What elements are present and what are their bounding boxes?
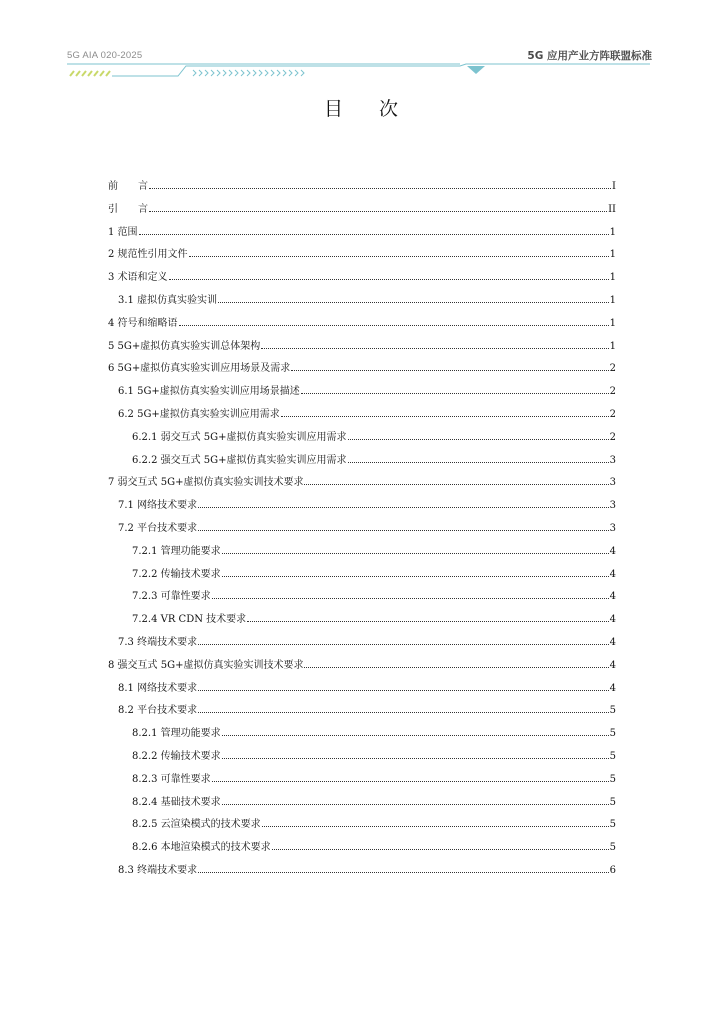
toc-leader-dots — [304, 667, 608, 668]
toc-entry-label: 7.3 终端技术要求 — [118, 637, 198, 648]
toc-entry-page: 1 — [609, 249, 616, 261]
toc-entry[interactable] — [108, 588, 616, 602]
toc-entry[interactable] — [108, 497, 616, 511]
toc-entry[interactable] — [108, 246, 616, 260]
toc-entry-label: 3.1 虚拟仿真实验实训 — [118, 295, 218, 306]
toc-entry-page: 6 — [609, 865, 616, 876]
toc-entry-label: 8 强交互式 5G+虚拟仿真实验实训技术要求 — [108, 659, 304, 671]
toc-entry-page: 5 — [609, 751, 616, 762]
toc-entry-label: 前 言 — [108, 181, 148, 192]
toc-entry-label: 4 符号和缩略语 — [108, 317, 178, 329]
toc-leader-dots — [198, 507, 609, 508]
toc-entry[interactable] — [108, 771, 616, 785]
toc-leader-dots — [247, 621, 608, 622]
toc-entry-label: 7.2.3 可靠性要求 — [132, 591, 211, 603]
toc-entry[interactable] — [108, 224, 616, 238]
toc-entry[interactable] — [108, 816, 616, 830]
toc-entry-page: 1 — [609, 226, 616, 238]
toc-entry-label: 8.1 网络技术要求 — [118, 682, 198, 694]
toc-entry[interactable] — [108, 794, 616, 808]
toc-leader-dots — [262, 826, 609, 827]
toc-entry[interactable] — [108, 680, 616, 694]
toc-leader-dots — [212, 598, 609, 599]
toc-entry-page: 3 — [609, 477, 616, 489]
toc-entry[interactable] — [108, 292, 616, 306]
toc-leader-dots — [304, 484, 608, 485]
toc-leader-dots — [179, 325, 609, 326]
toc-entry[interactable] — [108, 611, 616, 625]
toc-leader-dots — [218, 302, 609, 303]
toc-entry-label: 2 规范性引用文件 — [108, 249, 188, 261]
toc-entry-label: 8.2 平台技术要求 — [118, 705, 198, 717]
toc-entry[interactable] — [108, 839, 616, 853]
toc-entry[interactable] — [108, 338, 616, 352]
toc-entry-page: 4 — [609, 568, 616, 580]
toc-entry-label: 1 范围 — [108, 226, 138, 238]
toc-leader-dots — [301, 393, 609, 394]
toc-leader-dots — [281, 416, 609, 417]
toc-entry-page: 3 — [609, 523, 616, 534]
toc-entry-page: 4 — [609, 614, 616, 626]
toc-leader-dots — [149, 211, 607, 212]
organization-name: 5G 应用产业方阵联盟标准 — [527, 50, 652, 62]
toc-entry-page: 5 — [609, 773, 616, 785]
toc-entry-label: 6 5G+虚拟仿真实验实训应用场景及需求 — [108, 363, 291, 375]
toc-entry-page: 3 — [609, 500, 616, 512]
toc-leader-dots — [198, 872, 609, 873]
toc-entry-label: 6.1 5G+虚拟仿真实验实训应用场景描述 — [118, 386, 300, 398]
document-code: 5G AIA 020-2025 — [67, 50, 143, 61]
toc-leader-dots — [149, 188, 611, 189]
toc-entry-page: 1 — [609, 317, 616, 329]
toc-entry[interactable] — [108, 406, 616, 420]
toc-entry[interactable] — [108, 474, 616, 488]
toc-entry[interactable] — [108, 657, 616, 671]
toc-leader-dots — [222, 758, 609, 759]
toc-entry-page: 5 — [609, 728, 616, 740]
toc-entry-page: 4 — [609, 659, 616, 671]
toc-leader-dots — [212, 781, 609, 782]
toc-entry[interactable] — [108, 383, 616, 397]
toc-entry-page: 4 — [609, 637, 616, 648]
toc-entry[interactable] — [108, 452, 616, 466]
toc-entry[interactable] — [108, 360, 616, 374]
header-decoration — [0, 60, 724, 82]
toc-entry[interactable] — [108, 429, 616, 443]
toc-entry-page: 2 — [609, 363, 616, 375]
toc-leader-dots — [222, 576, 609, 577]
toc-leader-dots — [198, 712, 609, 713]
toc-entry-page: 4 — [609, 682, 616, 694]
toc-leader-dots — [198, 644, 609, 645]
toc-entry[interactable] — [108, 725, 616, 739]
toc-entry-page: 5 — [609, 842, 616, 854]
toc-entry[interactable] — [108, 862, 616, 876]
toc-entry[interactable] — [108, 178, 616, 192]
toc-leader-dots — [291, 370, 608, 371]
toc-entry-page: 5 — [609, 705, 616, 717]
toc-entry-page: 1 — [609, 295, 616, 306]
toc-entry-label: 7.1 网络技术要求 — [118, 500, 198, 512]
toc-entry-label: 7.2.2 传输技术要求 — [132, 568, 221, 580]
toc-leader-dots — [261, 348, 608, 349]
toc-entry[interactable] — [108, 201, 616, 215]
toc-entry-label: 8.2.4 基础技术要求 — [132, 796, 221, 808]
title-char-1: 目 — [323, 98, 345, 120]
toc-leader-dots — [198, 530, 609, 531]
toc-entry[interactable] — [108, 748, 616, 762]
toc-entry-label: 7.2 平台技术要求 — [118, 523, 198, 534]
toc-entry-page: 1 — [609, 272, 616, 284]
toc-entry-page: I — [612, 181, 616, 192]
toc-entry[interactable] — [108, 543, 616, 557]
toc-entry-page: 4 — [609, 591, 616, 603]
toc-entry-page: 3 — [609, 454, 616, 466]
toc-entry-label: 3 术语和定义 — [108, 272, 168, 284]
toc-leader-dots — [222, 804, 609, 805]
toc-entry-label: 8.2.3 可靠性要求 — [132, 773, 211, 785]
toc-leader-dots — [189, 256, 609, 257]
toc-entry-label: 8.2.2 传输技术要求 — [132, 751, 221, 762]
toc-entry[interactable] — [108, 566, 616, 580]
toc-entry-label: 8.2.6 本地渲染模式的技术要求 — [132, 842, 271, 854]
toc-entry[interactable] — [108, 520, 616, 534]
toc-leader-dots — [222, 735, 609, 736]
toc-leader-dots — [348, 462, 609, 463]
triangle-decoration — [467, 66, 485, 74]
toc-entry-page: II — [608, 203, 616, 215]
toc-leader-dots — [272, 849, 609, 850]
toc-leader-dots — [198, 690, 609, 691]
toc-leader-dots — [169, 279, 609, 280]
toc-entry-label: 7.2.4 VR CDN 技术要求 — [132, 614, 247, 626]
toc-entry-label: 8.3 终端技术要求 — [118, 865, 198, 876]
stripes-decoration — [70, 71, 110, 76]
toc-entry[interactable] — [108, 702, 616, 716]
toc-entry-page: 4 — [609, 545, 616, 557]
toc-leader-dots — [139, 234, 609, 235]
toc-entry-label: 5 5G+虚拟仿真实验实训总体架构 — [108, 340, 261, 352]
toc-entry-page: 2 — [609, 431, 616, 443]
toc-entry-page: 5 — [609, 796, 616, 808]
toc-entry[interactable] — [108, 269, 616, 283]
chevrons-decoration — [193, 70, 304, 76]
page-title — [0, 94, 724, 121]
toc-entry-label: 6.2.1 弱交互式 5G+虚拟仿真实验实训应用需求 — [132, 431, 347, 443]
toc-entry-label: 7 弱交互式 5G+虚拟仿真实验实训技术要求 — [108, 477, 304, 489]
toc-entry-label: 6.2 5G+虚拟仿真实验实训应用需求 — [118, 409, 280, 420]
title-char-2: 次 — [379, 98, 401, 120]
toc-entry[interactable] — [108, 634, 616, 648]
toc-entry[interactable] — [108, 315, 616, 329]
toc-leader-dots — [222, 553, 609, 554]
toc-entry-label: 8.2.1 管理功能要求 — [132, 728, 221, 740]
toc-entry-label: 6.2.2 强交互式 5G+虚拟仿真实验实训应用需求 — [132, 454, 347, 466]
toc-entry-page: 2 — [609, 409, 616, 420]
toc-leader-dots — [348, 439, 609, 440]
toc-entry-label: 8.2.5 云渲染模式的技术要求 — [132, 819, 261, 831]
toc-entry-page: 2 — [609, 386, 616, 398]
toc-entry-page: 1 — [609, 340, 616, 352]
toc-entry-label: 7.2.1 管理功能要求 — [132, 545, 221, 557]
toc-entry-page: 5 — [609, 819, 616, 831]
toc-entry-label: 引 言 — [108, 203, 148, 215]
